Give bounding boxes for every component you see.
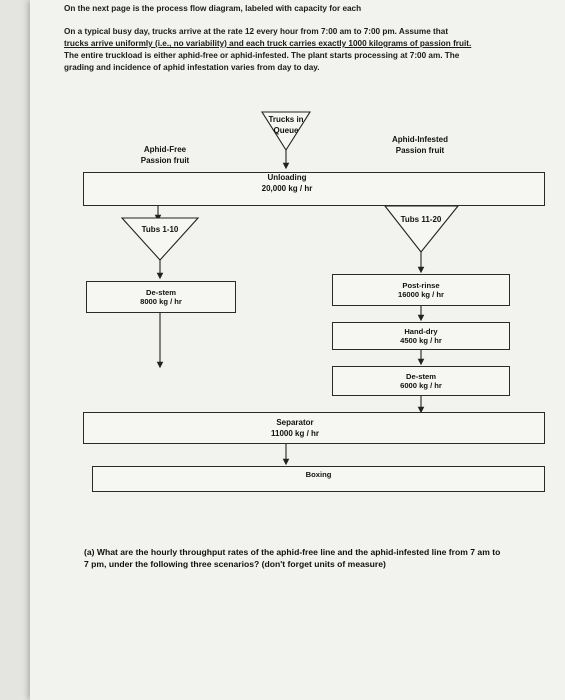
destem-a-rate: 8000 kg / hr [140, 297, 182, 306]
separator-rate: 11000 kg / hr [270, 429, 320, 438]
aphid-infested-label: Aphid-Infested Passion fruit [392, 135, 448, 155]
destem-b-rate: 6000 kg / hr [400, 381, 442, 390]
separator-title: Separator [276, 418, 314, 427]
tubs-1-10-label: Tubs 1-10 [141, 225, 179, 234]
unloading-rate: 20,000 kg / hr [261, 184, 313, 193]
trucks-in-queue-label: Trucks in Queue [268, 115, 304, 135]
boxing-label: Boxing [305, 470, 332, 479]
aphid-free-label: Aphid-Free Passion fruit [140, 145, 190, 165]
boxing-bar [92, 466, 545, 492]
hand-dry-rate: 4500 kg / hr [400, 336, 442, 345]
intro-line-5: grading and incidence of aphid infestation varies from day to day. [64, 63, 320, 72]
question-line-2: 7 pm, under the following three scenarios? (don't forget units of measure) [84, 559, 386, 569]
post-rinse-box [332, 274, 510, 306]
hand-dry-title: Hand-dry [404, 327, 438, 336]
intro-line-3: trucks arrive uniformly (i.e., no variability) and each truck carries exactly 1000 kilograms of passion fruit. [64, 39, 472, 48]
unloading-title: Unloading [267, 173, 307, 182]
post-rinse-rate: 16000 kg / hr [397, 290, 444, 299]
post-rinse-title: Post-rinse [402, 281, 440, 290]
question-line-1: (a) What are the hourly throughput rates of the aphid-free line and the aphid-infested line from 7 am to [84, 547, 501, 557]
separator-label [255, 417, 335, 439]
destem-b-title: De-stem [406, 372, 436, 381]
unloading-label [252, 172, 322, 194]
destem-a-box [86, 281, 236, 313]
intro-line-1: On the next page is the process flow diagram, labeled with capacity for each [64, 4, 362, 13]
intro-line-2: On a typical busy day, trucks arrive at the rate 12 every hour from 7:00 am to 7:00 pm. Assume that [64, 27, 449, 36]
destem-a-title: De-stem [146, 288, 176, 297]
hand-dry-box [332, 322, 510, 350]
destem-b-box [332, 366, 510, 396]
tubs-11-20-label: Tubs 11-20 [400, 215, 442, 224]
intro-line-4: The entire truckload is either aphid-free or aphid-infested. The plant starts processing at 7:00 am. The [64, 51, 460, 60]
